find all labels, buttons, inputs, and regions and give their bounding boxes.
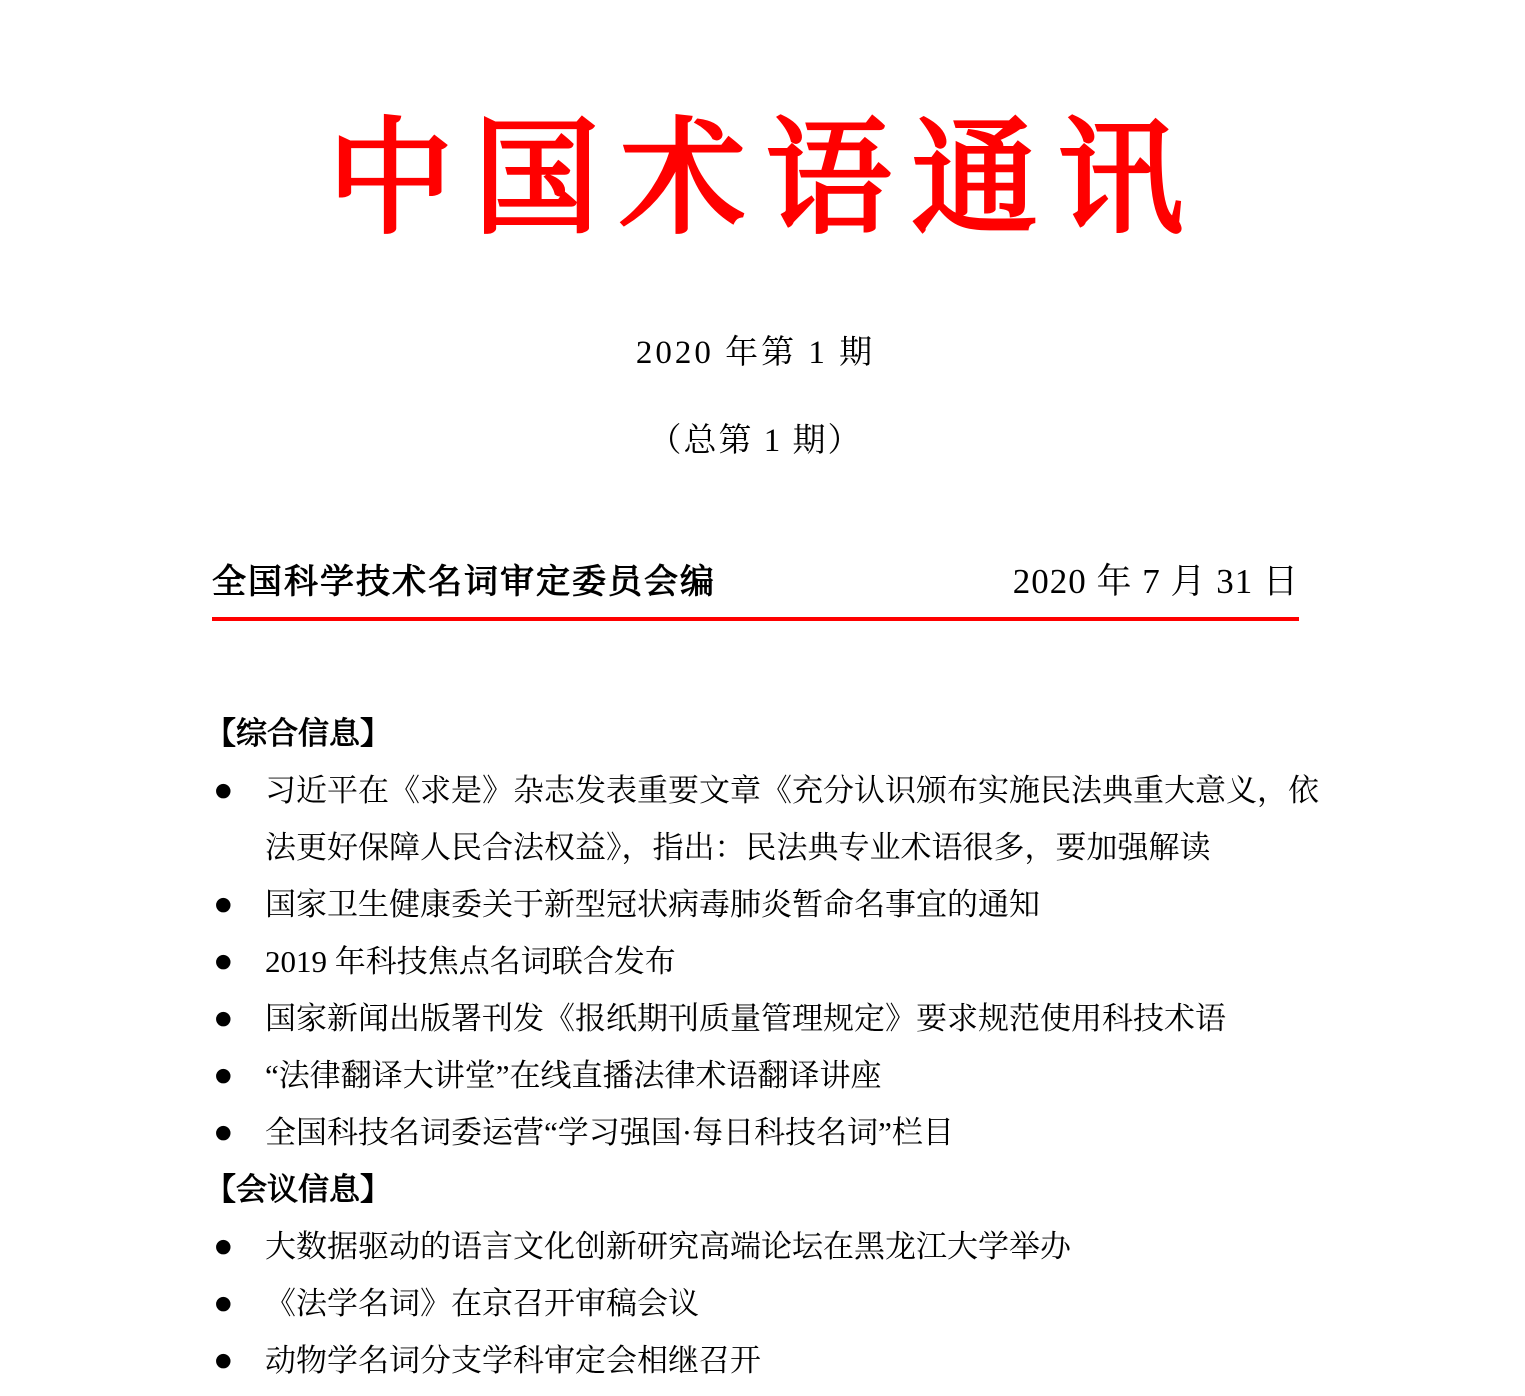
- toc-item-text: 习近平在《求是》杂志发表重要文章《充分认识颁布实施民法典重大意义，依法更好保障人民合法权益》，指出：民法典专业术语很多，要加强解读: [265, 772, 1319, 865]
- toc-item-text: 动物学名词分支学科审定会相继召开: [265, 1342, 761, 1378]
- toc-item-text: 2019 年科技焦点名词联合发布: [265, 943, 676, 979]
- red-divider-rule: [212, 617, 1299, 621]
- bullet-icon: ●: [215, 1291, 232, 1314]
- toc-item-text: 《法学名词》在京召开审稿会议: [265, 1285, 699, 1321]
- bullet-icon: ●: [215, 892, 232, 915]
- bullet-icon: ●: [215, 949, 232, 972]
- toc-item: [205, 1332, 1335, 1389]
- toc-item-text: 国家新闻出版署刊发《报纸期刊质量管理规定》要求规范使用科技术语: [265, 1000, 1226, 1036]
- toc-item-text: 大数据驱动的语言文化创新研究高端论坛在黑龙江大学举办: [265, 1228, 1071, 1264]
- bullet-icon: ●: [215, 1120, 232, 1143]
- cumulative-issue-number: （总第 1 期）: [648, 422, 863, 459]
- newsletter-title: 中国术语通讯: [327, 111, 1204, 250]
- toc-item: [205, 876, 1335, 933]
- toc-item: [205, 762, 1335, 876]
- editor-label: 全国科学技术名词审定委员会编: [212, 562, 716, 601]
- masthead-column: [212, 0, 1299, 621]
- toc-item: [205, 1218, 1335, 1275]
- issue-number: 2020 年第 1 期: [635, 334, 876, 371]
- toc-item: [205, 1104, 1335, 1161]
- bullet-icon: ●: [215, 1063, 232, 1086]
- toc-item: [205, 990, 1335, 1047]
- toc-item: [205, 1047, 1335, 1104]
- bullet-icon: ●: [215, 1006, 232, 1029]
- masthead-editor-row: [212, 554, 1299, 604]
- toc-section-heading-meetings: 【会议信息】: [205, 1171, 391, 1207]
- table-of-contents: [205, 705, 1335, 1389]
- toc-item-text: 全国科技名词委运营“学习强国·每日科技名词”栏目: [265, 1114, 954, 1150]
- bullet-icon: ●: [215, 1234, 232, 1257]
- toc-section-heading-general-info: 【综合信息】: [205, 715, 391, 751]
- toc-item-text: “法律翻译大讲堂”在线直播法律术语翻译讲座: [265, 1057, 882, 1093]
- bullet-icon: ●: [215, 1348, 232, 1371]
- toc-item-text: 国家卫生健康委关于新型冠状病毒肺炎暂命名事宜的通知: [265, 886, 1040, 922]
- toc-item: [205, 933, 1335, 990]
- toc-item: [205, 1275, 1335, 1332]
- publication-date: 2020 年 7 月 31 日: [1012, 561, 1299, 601]
- bullet-icon: ●: [215, 778, 232, 801]
